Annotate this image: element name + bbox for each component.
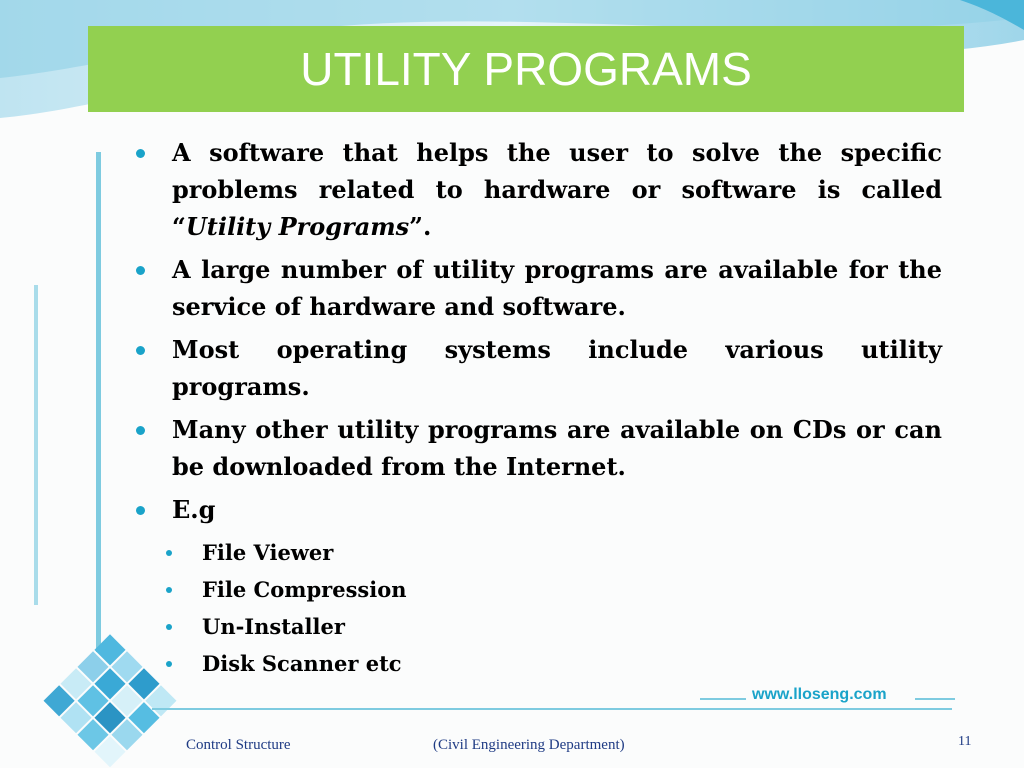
footer-divider [915,698,955,700]
bullet-item: A large number of utility programs are available for the service of hardware and software. [128,251,942,325]
example-item: Disk Scanner etc [128,645,942,682]
page-number: 11 [958,734,972,749]
bullet-item: Many other utility programs are available on CDs or can be downloaded from the Internet. [128,411,942,485]
mosaic-decoration-icon [20,595,200,768]
bullet-dot-icon [136,149,145,158]
sub-bullet-dot-icon [166,550,172,556]
bullet-item: A software that helps the user to solve the specific problems related to hardware or software is called “Utility Programs”. [128,134,942,245]
footer-divider [152,708,952,710]
sub-bullet-dot-icon [166,587,172,593]
footer-divider [700,698,746,700]
bullet-dot-icon [136,506,145,515]
example-item: File Compression [128,571,942,608]
website-label: www.lloseng.com [752,686,887,703]
left-rail-inner [96,152,101,652]
bullet-dot-icon [136,426,145,435]
slide-title: UTILITY PROGRAMS [300,43,752,95]
bullet-list [128,134,942,682]
footer-center-text: (Civil Engineering Department) [433,737,625,753]
bullet-dot-icon [136,266,145,275]
example-item: File Viewer [128,534,942,571]
title-bar [88,26,964,112]
example-item: Un-Installer [128,608,942,645]
bullet-item: E.g [128,491,942,528]
footer-left-text: Control Structure [186,737,291,753]
left-rail-outer [34,285,38,605]
bullet-item: Most operating systems include various utility programs. [128,331,942,405]
bullet-dot-icon [136,346,145,355]
